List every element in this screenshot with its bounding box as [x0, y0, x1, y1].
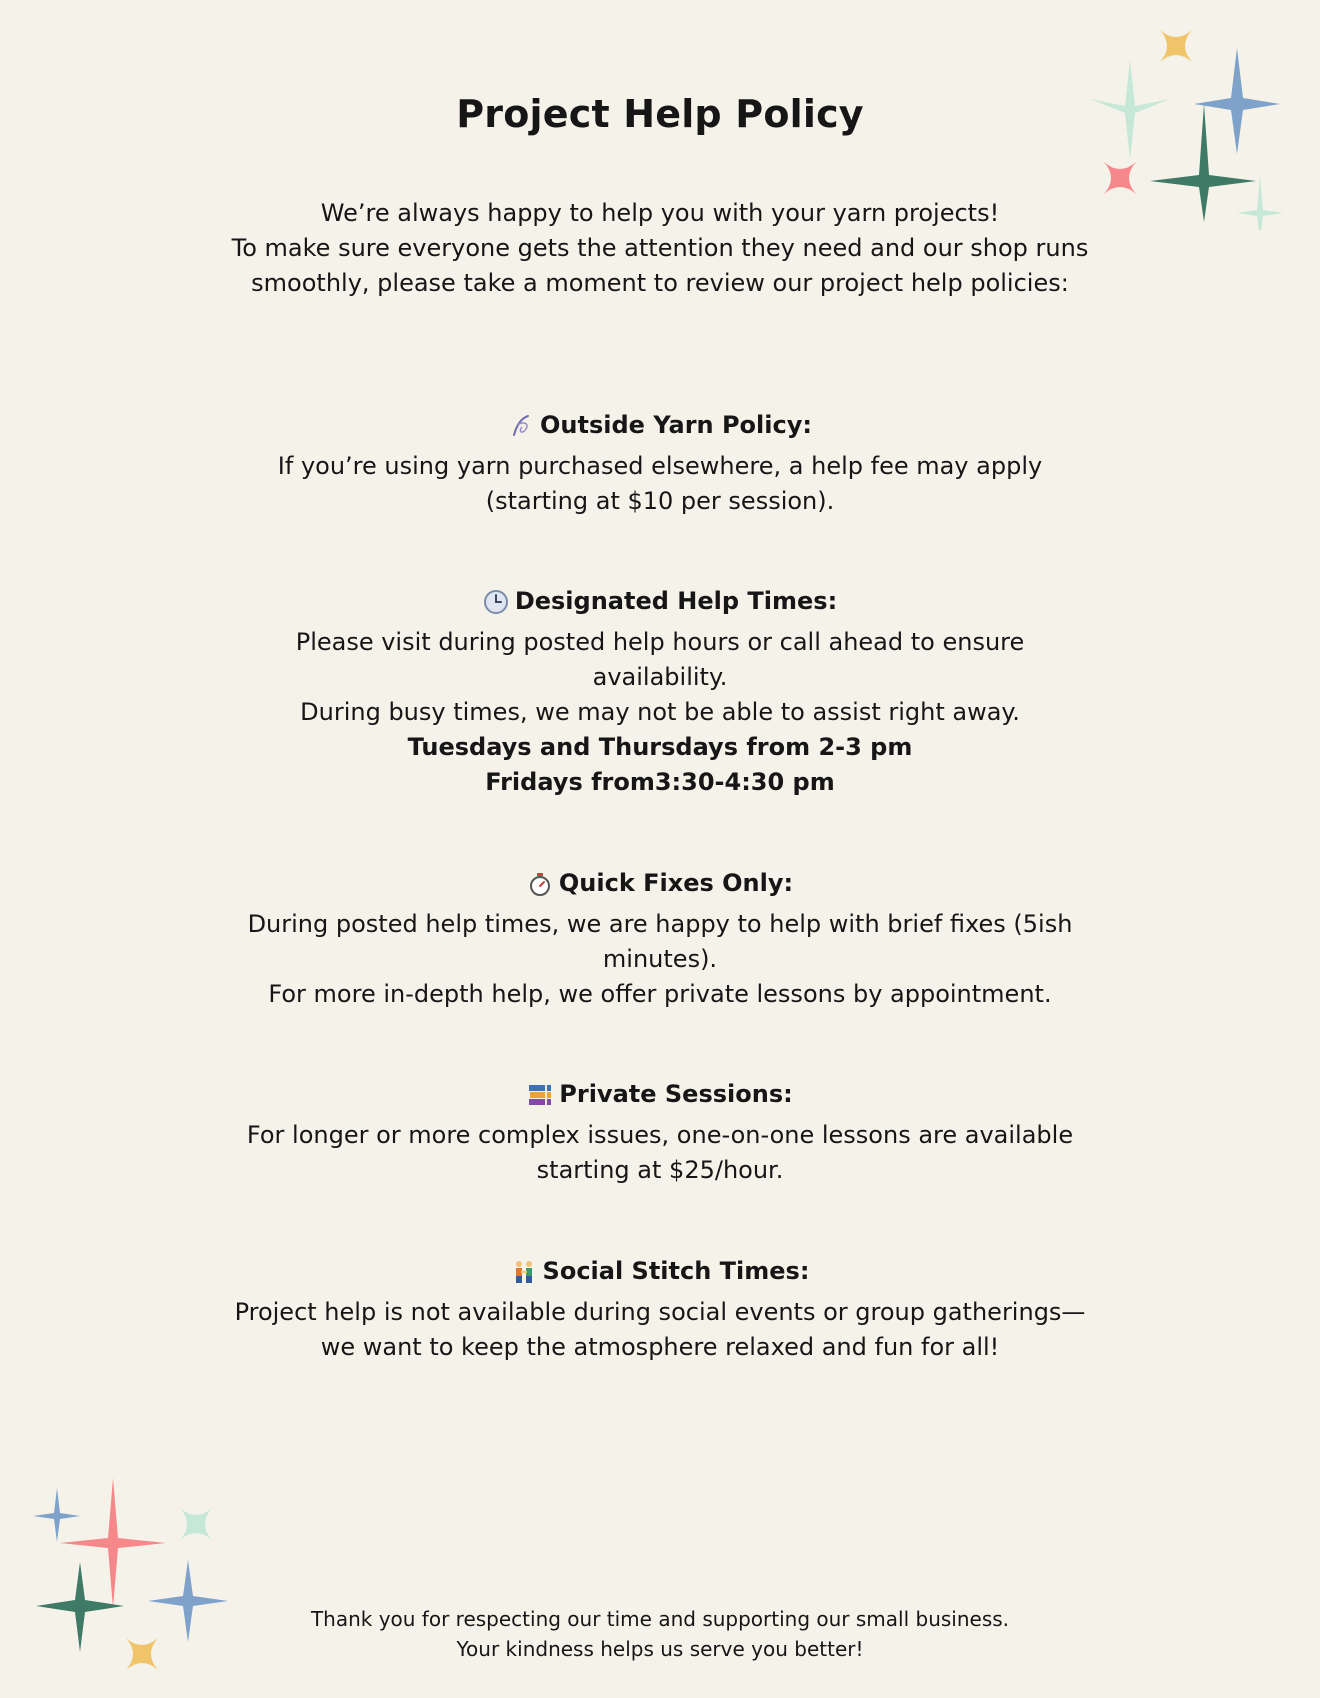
section-quick-fixes-only: [230, 866, 1090, 1012]
section-heading-text: Quick Fixes Only:: [558, 869, 794, 897]
section-body-line: For longer or more complex issues, one-on-one lessons are available starting at $25/hour.: [246, 1120, 1074, 1184]
footer-line-2: Your kindness helps us serve you better!: [456, 1637, 864, 1661]
section-body-line: If you’re using yarn purchased elsewhere, a help fee may apply (starting at $10 per session).: [277, 451, 1043, 515]
section-heading-text: Social Stitch Times:: [542, 1257, 810, 1285]
section-body-line: Project help is not available during social events or group gatherings—we want to keep the atmosphere relaxed and fun for all!: [234, 1297, 1086, 1361]
stopwatch-icon: [527, 871, 553, 897]
knitting-needle-icon: [508, 413, 534, 439]
section-social-stitch-times: [230, 1254, 1090, 1365]
help-hours-line: Fridays from3:30-4:30 pm: [485, 767, 835, 796]
footer-thank-you: [260, 1604, 1060, 1664]
sparkle-coral-icon: [1104, 162, 1136, 194]
sparkle-coral-large-icon: [60, 1478, 166, 1608]
clock-icon: [483, 589, 509, 615]
sparkle-mint-square-icon: [180, 1508, 212, 1540]
page-title: Project Help Policy: [456, 92, 864, 136]
section-heading-text: Private Sessions:: [559, 1080, 793, 1108]
section-heading: [508, 408, 812, 443]
sparkle-yellow-icon: [1160, 30, 1192, 62]
intro-paragraph: [230, 196, 1090, 301]
intro-line-2: To make sure everyone gets the attention they need and our shop runs smoothly, please take a moment to review our project help policies:: [231, 234, 1089, 297]
section-heading: [527, 1077, 792, 1112]
section-designated-help-times: [230, 584, 1090, 800]
section-heading: [527, 866, 793, 901]
section-body-line: During busy times, we may not be able to assist right away.: [300, 697, 1020, 726]
section-body-line: For more in-depth help, we offer private lessons by appointment.: [268, 979, 1052, 1008]
books-icon: [527, 1082, 553, 1108]
section-heading: [483, 584, 837, 619]
section-heading-text: Outside Yarn Policy:: [540, 411, 812, 439]
section-outside-yarn-policy: [230, 408, 1090, 519]
sparkle-small-mint-icon: [1237, 176, 1283, 230]
section-body-line: Please visit during posted help hours or call ahead to ensure availability.: [295, 627, 1025, 691]
section-heading-text: Designated Help Times:: [514, 587, 838, 615]
people-holding-hands-icon: [511, 1259, 537, 1285]
sparkle-small-blue-icon: [33, 1488, 80, 1542]
section-private-sessions: [230, 1077, 1090, 1188]
intro-line-1: We’re always happy to help you with your yarn projects!: [320, 199, 1000, 227]
sparkle-yellow-small-icon: [126, 1638, 158, 1670]
sparkle-blue-large-icon: [148, 1560, 228, 1642]
section-body-line: During posted help times, we are happy to help with brief fixes (5ish minutes).: [247, 909, 1073, 973]
section-heading: [511, 1254, 810, 1289]
footer-line-1: Thank you for respecting our time and supporting our small business.: [310, 1607, 1010, 1631]
help-hours-line: Tuesdays and Thursdays from 2-3 pm: [407, 732, 913, 761]
sparkles-bottom-left-decoration: [28, 1470, 238, 1680]
